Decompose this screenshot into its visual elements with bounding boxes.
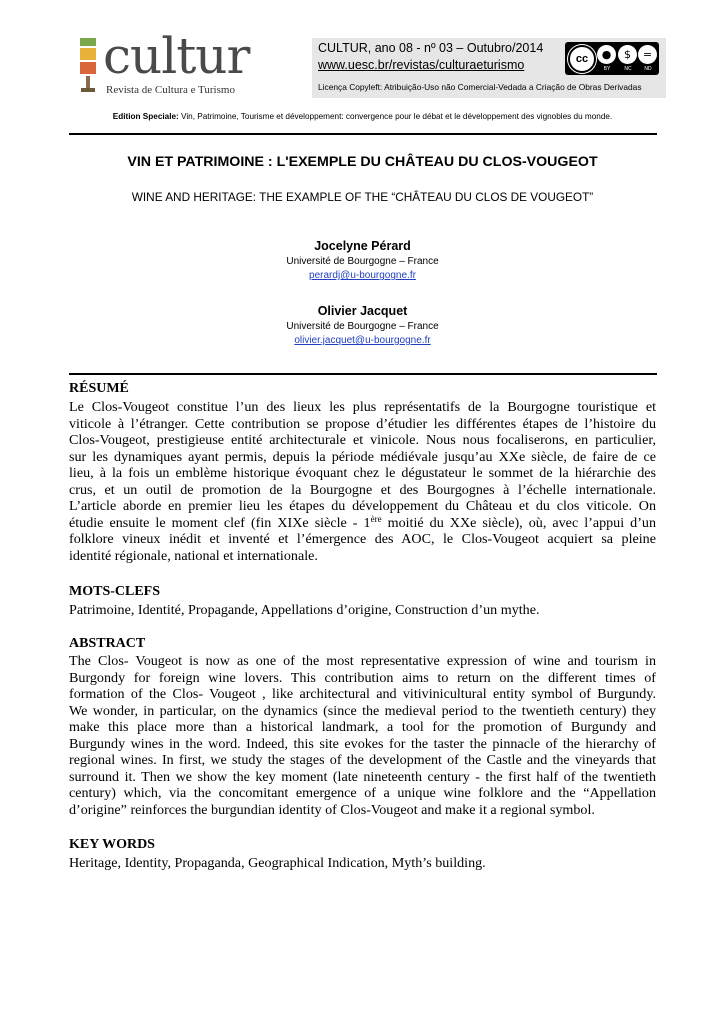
author-affiliation: Université de Bourgogne – France bbox=[286, 321, 439, 332]
abstract-line: We wonder, in particular, on the dynamics (since the medieval period to the twentieth century) they bbox=[69, 702, 656, 719]
article-title: VIN ET PATRIMOINE : L'EXEMPLE DU CHÂTEAU DU CLOS-VOUGEOT bbox=[127, 154, 598, 170]
abstract-line: formation of the Clos- Vougeot , like architectural and vitivinicultural entity symbol of Burgundy. bbox=[69, 686, 656, 702]
abstract-line: regional wines. In first, we study the stages of the development of the Castle and the vineyards that bbox=[69, 752, 656, 768]
section-divider bbox=[69, 373, 657, 375]
abstract-line: The Clos- Vougeot is now as one of the most representative expression of wine and tourism in bbox=[69, 653, 656, 669]
journal-url-link[interactable]: www.uesc.br/revistas/culturaeturismo bbox=[318, 58, 525, 72]
abstract-line: century) which, via the concomitant emergence of a unique wine folklore and the “Appellation bbox=[69, 785, 656, 801]
edition-line bbox=[0, 112, 725, 121]
logo-subtitle: Revista de Cultura e Turismo bbox=[106, 84, 235, 96]
abstract-line: surround it. Then we show the key moment (late nineteenth century - the first half of the twentieth bbox=[69, 768, 656, 785]
resume-line-part: étudie ensuite le moment clef (fin XIXe siècle - 1 bbox=[69, 514, 371, 531]
edition-text: Vin, Patrimoine, Tourisme et développement: convergence pour le débat et le développement des vignobles du monde. bbox=[181, 112, 613, 121]
journal-logo bbox=[78, 27, 278, 98]
resume-line: viticole à l’étranger. Cette contribution se propose d’étudier les différentes étapes de l’histoire du bbox=[69, 415, 656, 432]
author-affiliation: Université de Bourgogne – France bbox=[286, 256, 439, 267]
author-email-link[interactable]: olivier.jacquet@u-bourgogne.fr bbox=[294, 335, 431, 346]
key-words-text bbox=[69, 855, 656, 872]
author-block bbox=[0, 238, 725, 283]
noderivs-icon: = bbox=[638, 45, 657, 64]
resume-line: Le Clos-Vougeot constitue l’un des lieux les plus représentatifs de la Bourgogne touristique et bbox=[69, 399, 656, 415]
resume-line-part: moitié du XXe siècle), où, avec l’appui d’un bbox=[381, 514, 657, 531]
cc-label-nd: ND bbox=[644, 66, 652, 72]
author-name: Olivier Jacquet bbox=[317, 304, 408, 318]
resume-line: sur les dynamiques ayant permis, depuis la période médiévale jusqu’au XXe siècle, de faire de ce bbox=[69, 448, 656, 465]
edition-label: Edition Speciale: bbox=[112, 112, 179, 121]
wine-glass-logo-icon bbox=[78, 38, 98, 94]
abstract-line: d’origine” reinforces the burgundian identity of Clos-Vougeot and make it a regional symbol. bbox=[69, 801, 595, 818]
logo-wordmark: cultur bbox=[103, 27, 250, 85]
resume-paragraph bbox=[69, 399, 656, 564]
resume-line: Clos-Vougeot, prestigieuse entité architecturale et vinicole. Nous nous focaliserons, en particulier, bbox=[69, 432, 656, 448]
abstract-line: Burgondy for foreign wine lovers. This contribution aims to return on the different times of bbox=[69, 669, 656, 686]
mots-clefs-heading: MOTS-CLEFS bbox=[69, 584, 161, 599]
attribution-icon: ● bbox=[597, 45, 616, 64]
journal-info-box bbox=[312, 38, 666, 98]
author-block bbox=[0, 303, 725, 348]
mots-clefs-line: Patrimoine, Identité, Propagande, Appellations d’origine, Construction d’un mythe. bbox=[69, 602, 540, 618]
cc-label-by: BY bbox=[603, 66, 611, 72]
creative-commons-badge[interactable] bbox=[565, 42, 659, 75]
resume-line: crus, et un outil de promotion de la Bourgogne et des Bourgognes à l’échelle internationale. bbox=[69, 481, 656, 498]
abstract-paragraph bbox=[69, 653, 656, 818]
cc-icon: cc bbox=[568, 45, 596, 73]
abstract-line: make this place more than a historical landmark, a tool for the promotion of Burgundy and bbox=[69, 719, 656, 735]
key-words-line: Heritage, Identity, Propaganda, Geographical Indication, Myth’s building. bbox=[69, 855, 486, 871]
header-divider bbox=[69, 133, 657, 135]
resume-line-with-superscript bbox=[69, 515, 656, 532]
license-text: Licença Copyleft: Atribuição-Uso não Comercial-Vedada a Criação de Obras Derivadas bbox=[318, 82, 642, 92]
cc-label-nc: NC bbox=[624, 66, 632, 72]
superscript: ère bbox=[370, 513, 382, 524]
article-subtitle: WINE AND HERITAGE: THE EXAMPLE OF THE “CHÂTEAU DU CLOS DE VOUGEOT” bbox=[131, 190, 594, 204]
key-words-heading: KEY WORDS bbox=[69, 837, 155, 852]
resume-line: folklore vineux inédit et inventé et l’émergence des AOC, le Clos-Vougeot acquiert sa pleine bbox=[69, 531, 656, 547]
resume-heading: RÉSUMÉ bbox=[69, 381, 129, 396]
abstract-heading: ABSTRACT bbox=[69, 636, 146, 651]
issue-line: CULTUR, ano 08 - nº 03 – Outubro/2014 bbox=[318, 41, 544, 55]
abstract-line: Burgundy wines in the word. Indeed, this site evokes for the taster the pinnacle of the hierarchy of bbox=[69, 735, 656, 752]
noncommercial-icon: $ bbox=[618, 45, 637, 64]
author-email-link[interactable]: perardj@u-bourgogne.fr bbox=[309, 270, 416, 281]
author-name: Jocelyne Pérard bbox=[314, 239, 411, 253]
resume-line: identité régionale, national et internationale. bbox=[69, 547, 318, 564]
resume-line: lieu, à la fois un emblème historique évoquant chez le dégustateur le sommet de la hiérarchie des bbox=[69, 465, 656, 481]
mots-clefs-text bbox=[69, 602, 656, 619]
resume-line: L’article aborde en premier lieu les étapes du développement du Château et du clos viticole. On bbox=[69, 498, 656, 514]
